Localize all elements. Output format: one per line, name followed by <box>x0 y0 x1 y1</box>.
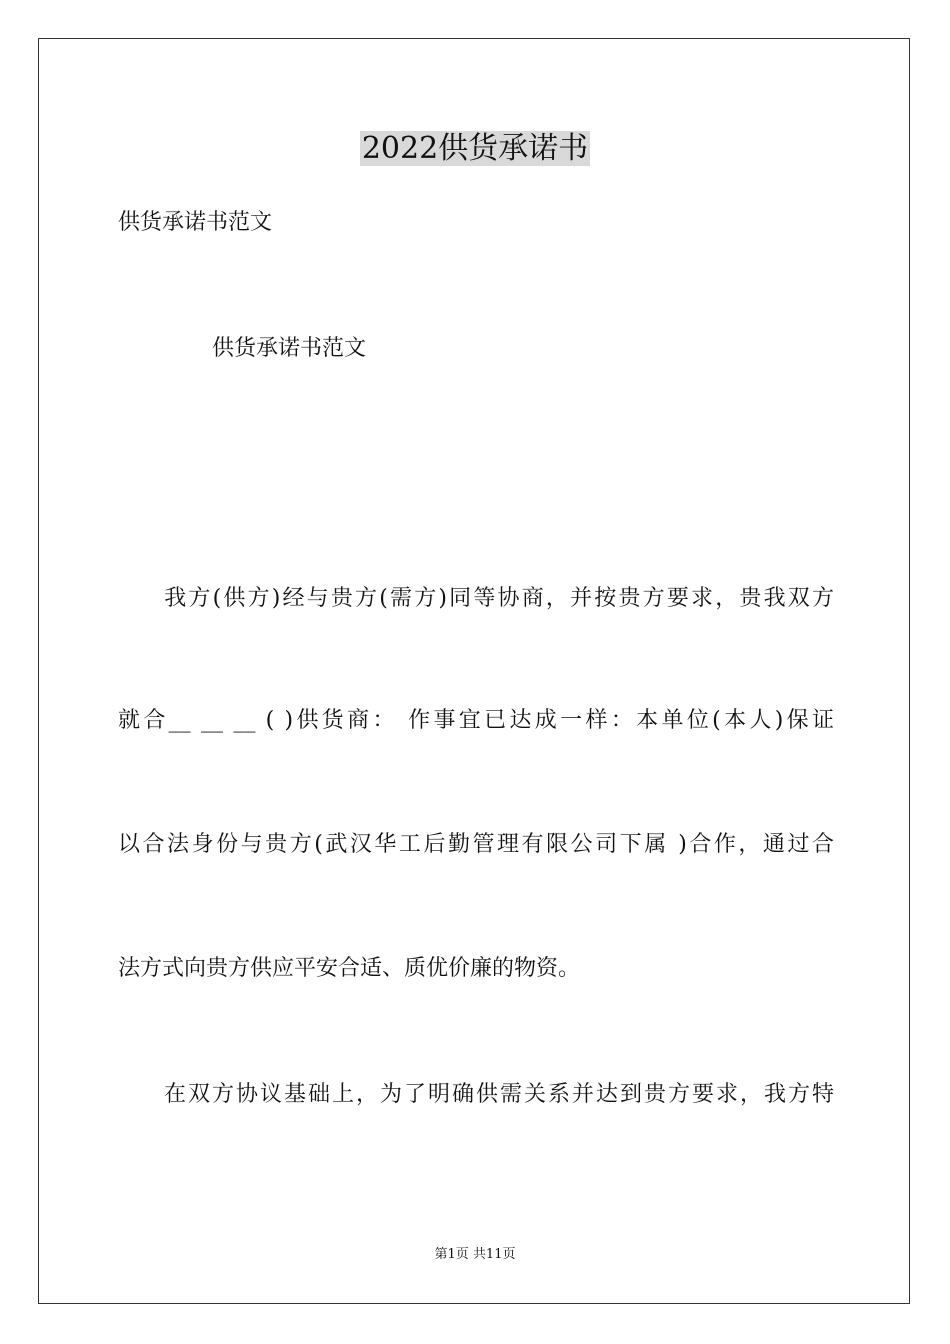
indented-heading: 供货承诺书范文 <box>212 336 367 361</box>
document-title <box>0 128 950 170</box>
paragraph-line-1: 我方(供方)经与贵方(需方)同等协商，并按贵方要求，贵我双方 <box>162 586 834 611</box>
paragraph-line-3: 以合法身份与贵方(武汉华工后勤管理有限公司下属 )合作，通过合 <box>118 832 834 857</box>
document-title-text: 2022供货承诺书 <box>361 131 589 166</box>
paragraph-line-2: 就合__ __ __ ( )供货商： 作事宜已达成一样：本单位(本人)保证 <box>118 708 834 733</box>
paragraph-line-4: 法方式向贵方供应平安合适、质优价廉的物资。 <box>118 956 581 981</box>
paragraph-line-5: 在双方协议基础上，为了明确供需关系并达到贵方要求，我方特 <box>162 1082 834 1107</box>
document-subtitle: 供货承诺书范文 <box>118 210 273 235</box>
page-number-footer: 第1页 共11页 <box>434 1247 516 1262</box>
